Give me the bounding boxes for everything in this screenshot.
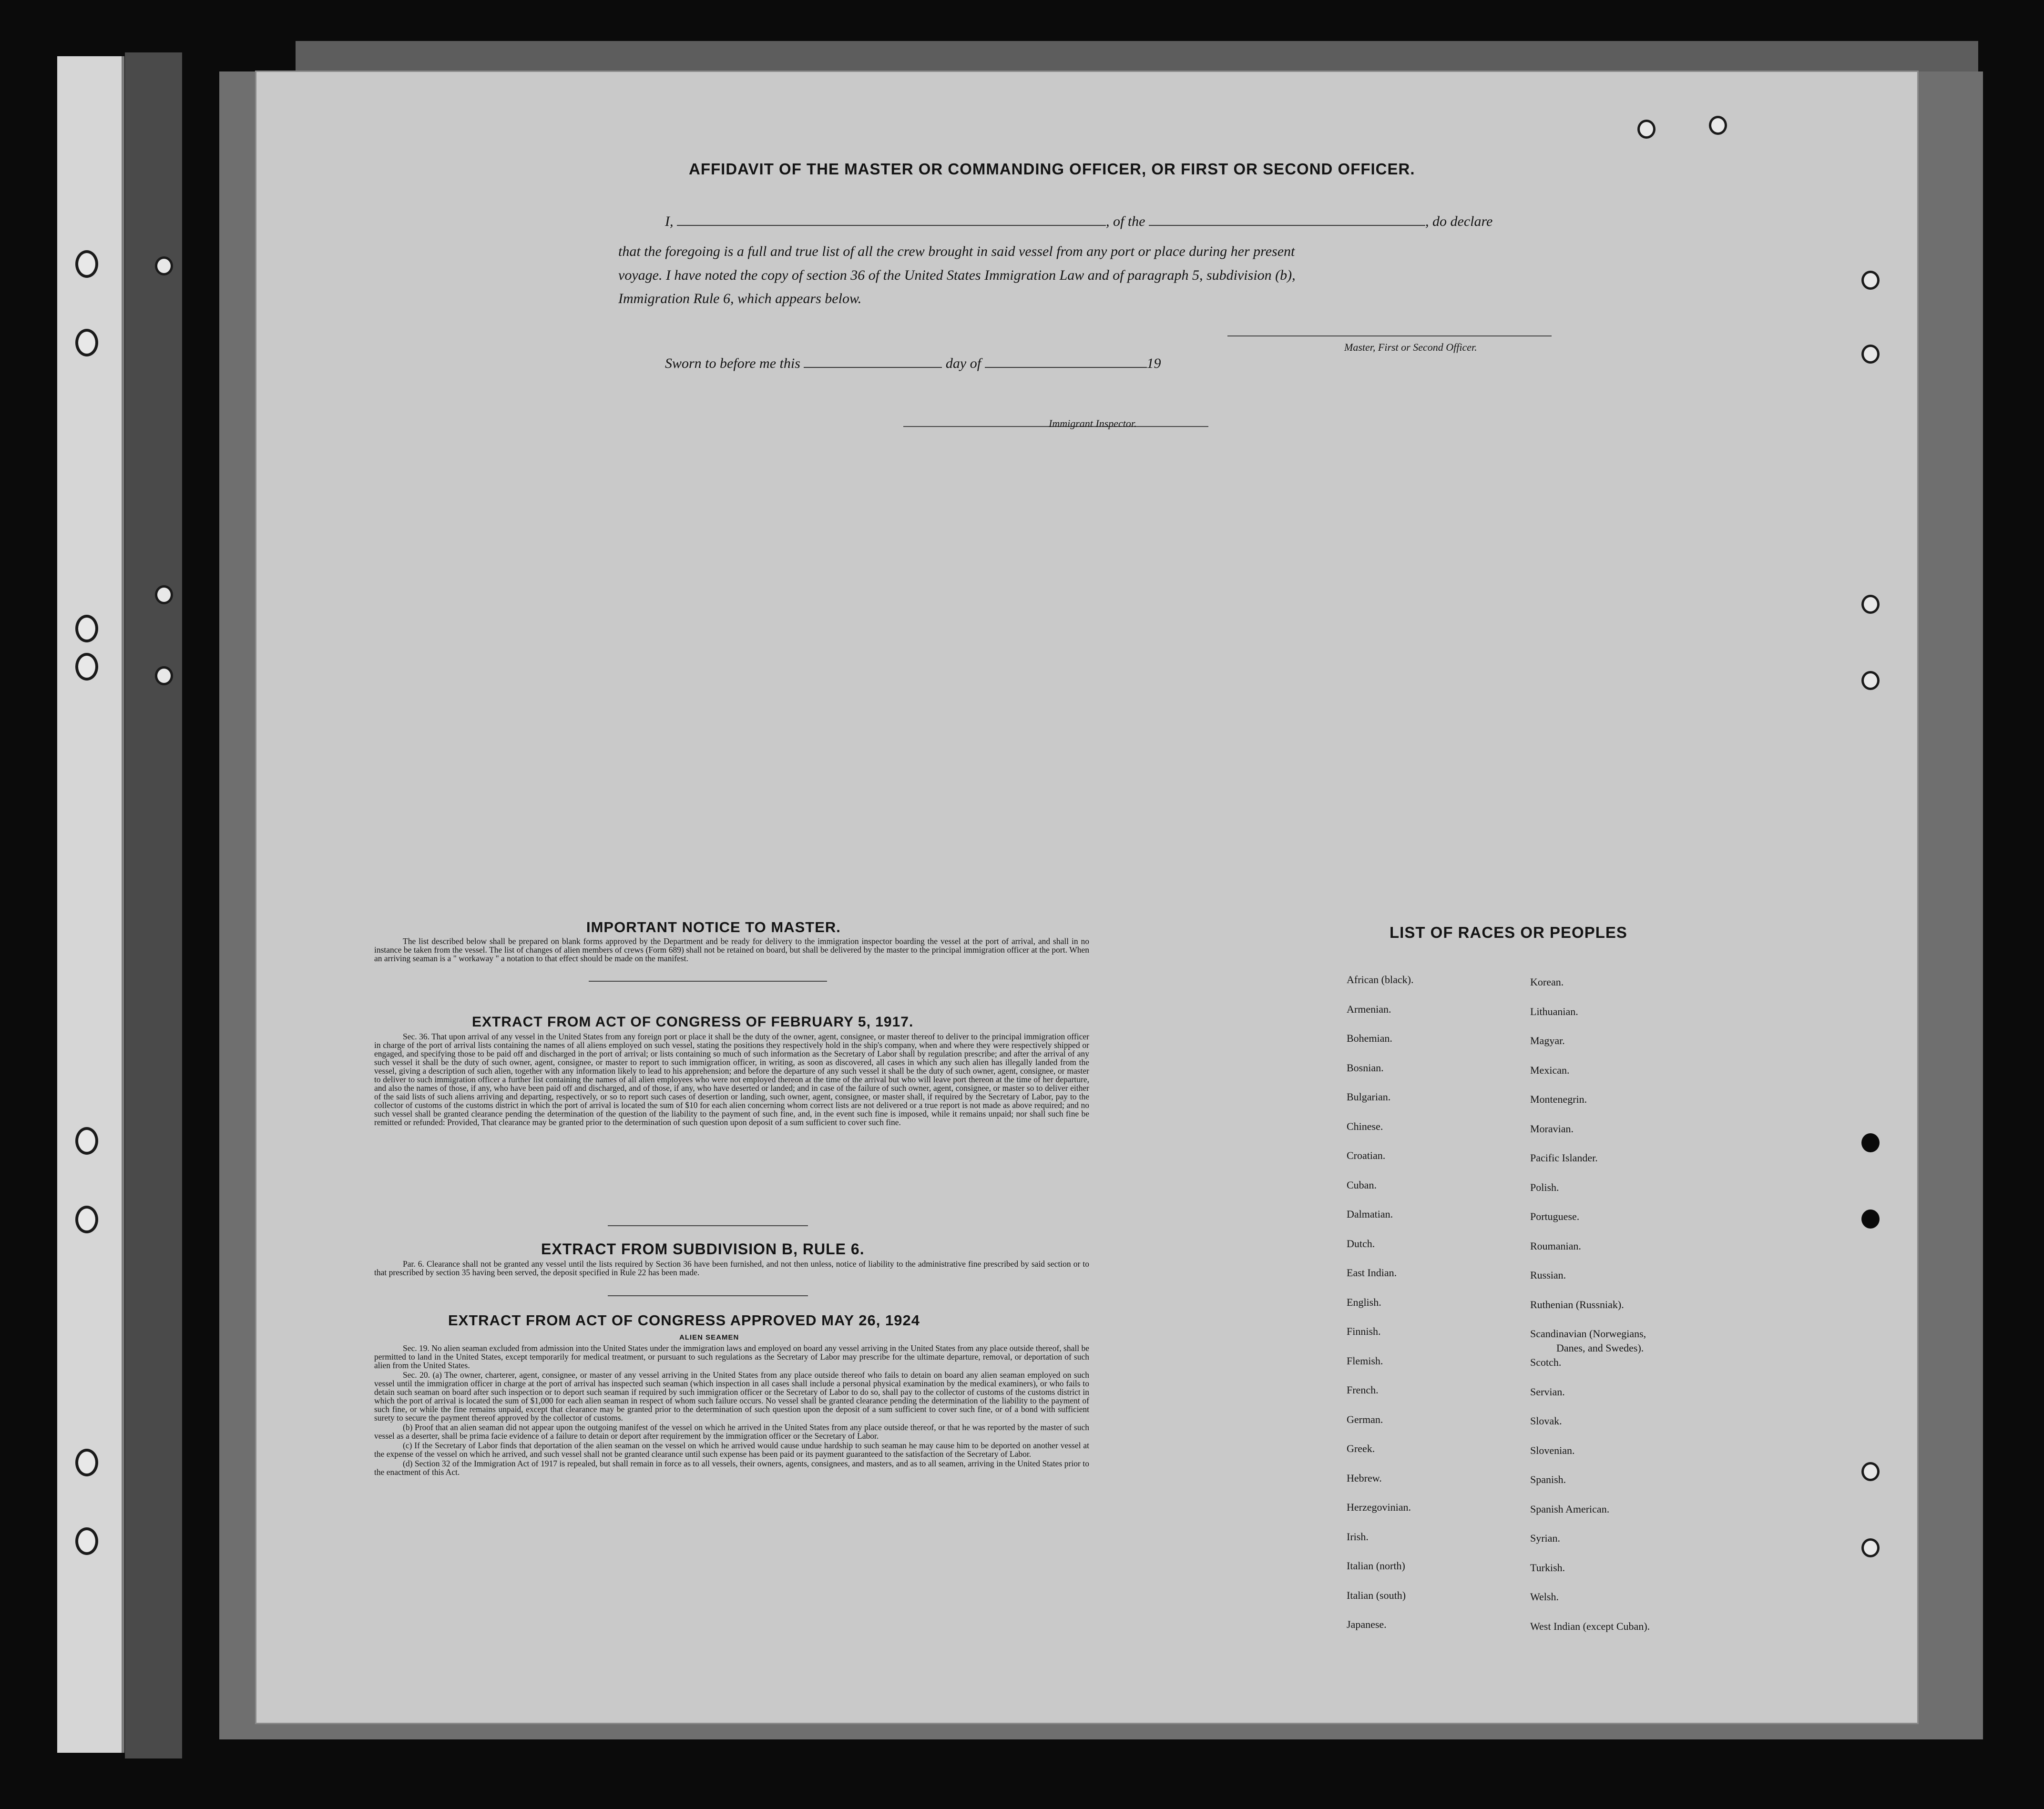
punch-hole — [1637, 120, 1656, 139]
signature-label: Master, First or Second Officer. — [1344, 341, 1477, 353]
extract-1917-title: EXTRACT FROM ACT OF CONGRESS OF FEBRUARY 5, 1917. — [472, 1014, 914, 1030]
punch-hole — [1861, 1133, 1880, 1152]
race-item: Scotch. — [1530, 1356, 1562, 1368]
punch-hole — [75, 1206, 98, 1233]
extract-rule6-text — [374, 1260, 1089, 1278]
affidavit-i: I, — [665, 213, 674, 229]
race-item: English. — [1347, 1296, 1381, 1308]
race-item: Finnish. — [1347, 1325, 1381, 1337]
punch-hole — [1861, 1209, 1880, 1229]
sworn-line — [665, 356, 1161, 372]
day-of-label: day of — [945, 356, 981, 371]
race-item: Greek. — [1347, 1443, 1375, 1454]
binder-strip-shadow — [125, 52, 182, 1758]
punch-hole — [155, 666, 173, 685]
signature-line — [1227, 335, 1552, 336]
race-item: Japanese. — [1347, 1618, 1387, 1630]
punch-hole — [1861, 671, 1880, 690]
punch-hole — [1861, 1538, 1880, 1557]
punch-hole — [75, 250, 98, 278]
punch-hole — [75, 329, 98, 356]
race-item: Scandinavian (Norwegians, — [1530, 1328, 1646, 1340]
race-item: Mexican. — [1530, 1064, 1570, 1076]
race-item: Slovenian. — [1530, 1444, 1575, 1456]
name-blank — [677, 225, 1106, 226]
race-item: East Indian. — [1347, 1267, 1397, 1279]
race-item: French. — [1347, 1384, 1379, 1396]
race-item: Servian. — [1530, 1385, 1565, 1398]
race-item: Korean. — [1530, 976, 1564, 988]
race-item: African (black). — [1347, 974, 1414, 986]
punch-hole — [1861, 345, 1880, 364]
extract-rule6-title: EXTRACT FROM SUBDIVISION B, RULE 6. — [541, 1240, 865, 1258]
race-item: Hebrew. — [1347, 1472, 1382, 1484]
race-item: Polish. — [1530, 1181, 1559, 1193]
race-item: Cuban. — [1347, 1179, 1377, 1191]
punch-hole — [75, 653, 98, 681]
notice-title: IMPORTANT NOTICE TO MASTER. — [586, 919, 841, 935]
race-item: Roumanian. — [1530, 1240, 1581, 1252]
race-item: Bulgarian. — [1347, 1091, 1391, 1103]
race-item: Herzegovinian. — [1347, 1501, 1411, 1513]
race-item: Lithuanian. — [1530, 1005, 1578, 1017]
race-item: Syrian. — [1530, 1532, 1560, 1544]
par6-paragraph: Par. 6. Clearance shall not be granted any vessel until the lists required by Section 36 have been furnished, and not then unless, notice of liability to the administrative fine prescribed by said section or to that prescribed by section 35 having been served, the deposit specified in Rule 22 has been made. — [374, 1259, 1089, 1277]
binder-strip — [57, 56, 124, 1753]
month-blank — [985, 367, 1147, 368]
extract-1924-subtitle: ALIEN SEAMEN — [679, 1333, 739, 1342]
sec20d-paragraph: (d) Section 32 of the Immigration Act of 1917 is repealed, but shall remain in force as to all vessels, their owners, agents, consignees, and masters, and as to all seamen, arriving in the United States prior to the enactment of this Act. — [374, 1459, 1089, 1477]
race-item: Flemish. — [1347, 1354, 1383, 1367]
manifest-page — [255, 71, 1919, 1724]
race-item: Irish. — [1347, 1530, 1369, 1543]
race-item: Russian. — [1530, 1269, 1566, 1281]
affidavit-declare: , do declare — [1425, 213, 1493, 229]
race-item: Spanish American. — [1530, 1503, 1610, 1515]
notice-text — [374, 937, 1089, 964]
race-item: West Indian (except Cuban). — [1530, 1620, 1650, 1632]
sec20b-paragraph: (b) Proof that an alien seaman did not appear upon the outgoing manifest of the vessel on which he arrived in the United States from any place outside thereof, or that he was reported by the master of such vessel as a deserter, shall be prima facie evidence of a failure to detain or deport after requirement by the immigration officer or the Secretary of Labor. — [374, 1423, 1089, 1441]
race-item: Ruthenian (Russniak). — [1530, 1298, 1624, 1311]
extract-1924-text — [374, 1344, 1089, 1477]
race-item: German. — [1347, 1413, 1383, 1425]
affidavit-line-2: that the foregoing is a full and true list of all the crew brought in said vessel from any port or place during her present — [618, 244, 1295, 259]
race-item: Bosnian. — [1347, 1061, 1384, 1074]
punch-hole — [75, 1527, 98, 1555]
punch-hole — [75, 615, 98, 642]
race-item: Dalmatian. — [1347, 1208, 1393, 1220]
section-divider — [608, 1295, 808, 1296]
sec19-paragraph: Sec. 19. No alien seaman excluded from admission into the United States under the immigration laws and employed on board any vessel arriving in the United States from any place outside thereof, shall be permitted to land in the United States, except temporarily for medical treatment, or pursuant to such regulations as the Secretary of Labor may prescribe for the ultimate departure, removal, or deportation of such alien from the United States. — [374, 1343, 1089, 1370]
race-item: Portuguese. — [1530, 1210, 1580, 1222]
race-item: Italian (north) — [1347, 1560, 1405, 1572]
race-item: Croatian. — [1347, 1149, 1386, 1161]
punch-hole — [1861, 271, 1880, 290]
vessel-blank — [1149, 225, 1425, 226]
sec20c-paragraph: (c) If the Secretary of Labor finds that deportation of the alien seaman on the vessel on which he arrived would cause undue hardship to such seaman he may cause him to be deported on another vessel at the expense of the vessel on which he arrived, and such vessel shall not be granted clearance until such expense has been paid or its payment guaranteed to the satisfaction of the Secretary of Labor. — [374, 1441, 1089, 1459]
race-item: Welsh. — [1530, 1591, 1559, 1603]
affidavit-of-the: , of the — [1106, 213, 1145, 229]
race-item: Magyar. — [1530, 1035, 1565, 1047]
section-divider — [608, 1225, 808, 1226]
race-item: Chinese. — [1347, 1120, 1383, 1132]
affidavit-title: AFFIDAVIT OF THE MASTER OR COMMANDING OFFICER, OR FIRST OR SECOND OFFICER. — [689, 160, 1415, 178]
race-item: Italian (south) — [1347, 1589, 1406, 1601]
punch-hole — [75, 1127, 98, 1155]
sec20a-paragraph: Sec. 20. (a) The owner, charterer, agent, consignee, or master of any vessel arriving in the United States from any place outside thereof who fails to detain on board any alien seaman employed on such vessel until the immigration officer in charge at the port of arrival has inspected such seaman (which inspection in all cases shall include a personal physical examination by the medical examiners), or who fails to detain such seaman on board after such inspection or to deport such seaman if required by such immigration officer or the Secretary of Labor to do so, shall pay to the collector of customs of the customs district in which the port of arrival is located the sum of $1,000 for each alien seaman in respect of whom such failure occurs. No vessel shall be granted clearance pending the determination of the liability to the payment of such fine, or while the fine remains unpaid, except that clearance may be granted prior to the determination of such question upon the deposit of a sum sufficient to cover such fine, or of a bond with sufficient surety to secure the payment thereof approved by the collector of customs. — [374, 1370, 1089, 1423]
notice-paragraph: The list described below shall be prepared on blank forms approved by the Department and be ready for delivery to the immigration inspector boarding the vessel at the port of arrival, and shall in no instance be taken from the vessel. The list of changes of alien members of crews (Form 689) shall not be retained on board, but shall be delivered by the master to the principal immigration officer at the port. When an arriving seaman is a " workaway " a notation to that effect should be made on the manifest. — [374, 936, 1089, 963]
punch-hole — [1709, 116, 1727, 135]
race-item: Bohemian. — [1347, 1032, 1392, 1044]
extract-1917-text — [374, 1032, 1089, 1128]
race-item: Montenegrin. — [1530, 1093, 1587, 1105]
section-divider — [589, 981, 827, 982]
race-item: Dutch. — [1347, 1237, 1375, 1250]
affidavit-line-3: voyage. I have noted the copy of section 36 of the United States Immigration Law and of paragraph 5, subdivision (b), — [618, 267, 1296, 283]
race-item: Slovak. — [1530, 1415, 1562, 1427]
races-title: LIST OF RACES OR PEOPLES — [1390, 924, 1627, 941]
day-blank — [804, 367, 942, 368]
race-item: Pacific Islander. — [1530, 1152, 1598, 1164]
race-item: Moravian. — [1530, 1122, 1574, 1135]
affidavit-line-4: Immigration Rule 6, which appears below. — [618, 291, 862, 306]
punch-hole — [155, 585, 173, 604]
punch-hole — [1861, 1462, 1880, 1481]
race-item: Danes, and Swedes). — [1556, 1342, 1644, 1354]
race-item: Armenian. — [1347, 1003, 1391, 1015]
affidavit-line-1 — [665, 213, 1492, 230]
sworn-label: Sworn to before me this — [665, 356, 800, 371]
punch-hole — [155, 256, 173, 275]
sec36-paragraph: Sec. 36. That upon arrival of any vessel in the United States from any foreign port or place it shall be the duty of the owner, agent, consignee, or master thereof to deliver to the principal immigration officer in charge of the port of arrival lists containing the names of all aliens employed on such vessel, stating the positions they respectively hold in the ship's company, when and where they were respectively shipped or engaged, and specifying those to be paid off and discharged in the port of arrival; or lists containing so much of such information as the Secretary of Labor shall by regulation prescribe; and after the arrival of any such vessel it shall be the duty of such owner, agent, consignee, or master to report to such immigration officer, in writing, as soon as discovered, all cases in which any such alien has illegally landed from the vessel, giving a description of such alien, together with any information likely to lead to his apprehension; and before the departure of any such vessel it shall be the duty of such owner, agent, consignee, or master to deliver to such immigration officer a further list containing the names of all alien employees who were not employed thereon at the time of the arrival but who will leave port thereon at the time of her departure, and also the names of those, if any, who have been paid off and discharged, and of those, if any, who have deserted or landed; and in case of the failure of such owner, agent, consignee, or master so to deliver either of the said lists of such aliens arriving and departing, respectively, or so to report such cases of desertion or landing, such owner, agent, consignee, or master shall, if required by the Secretary of Labor, pay to the collector of customs of the customs district in which the port of arrival is located the sum of $10 for each alien concerning whom correct lists are not delivered or a true report is not made as above required; and no such vessel shall be granted clearance pending the determination of the question of the liability to the payment of such fine, and, in the event such fine is imposed, while it remains unpaid; nor shall such fine be remitted or refunded: Provided, That clearance may be granted prior to the determination of such question upon deposit of a sum sufficient to cover such fine. — [374, 1032, 1089, 1127]
race-item: Turkish. — [1530, 1561, 1565, 1574]
punch-hole — [1861, 595, 1880, 614]
inspector-label: Immigrant Inspector. — [1049, 417, 1137, 429]
year-label: 19 — [1146, 356, 1161, 371]
punch-hole — [75, 1449, 98, 1476]
extract-1924-title: EXTRACT FROM ACT OF CONGRESS APPROVED MAY 26, 1924 — [448, 1312, 920, 1329]
race-item: Spanish. — [1530, 1474, 1566, 1485]
